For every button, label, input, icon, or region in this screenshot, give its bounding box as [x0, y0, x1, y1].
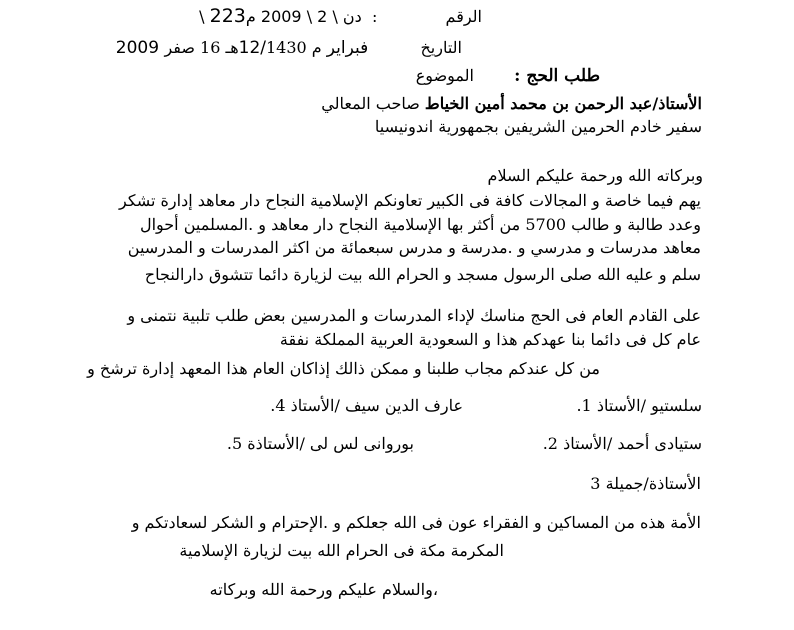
reference-value: \ دن \ 2 \ 2009 م223 : [199, 5, 378, 27]
candidate-number: 5. [226, 434, 243, 453]
body-line-6: عام كل فى دائما بنا عهدكم هذا و السعودية العربية المملكة نفقة [279, 330, 701, 349]
body-line-5: على القادم العام فى الحج مناسك لإداء المدرسات و المدرسين بعض طلب تلبية نتمنى و [127, 306, 701, 325]
subject-label: الموضوع [415, 66, 474, 85]
candidate-2 [543, 434, 702, 454]
candidate-1 [576, 396, 702, 416]
candidate-number: 4. [270, 396, 286, 415]
closing-line-2: المكرمة مكة فى الحرام الله بيت لزيارة الإسلامية [179, 541, 504, 560]
body-line-2: وعدد طالبة و طالب 5700 من أكثر بها الإسلامية النجاح دار معاهد و .المسلمين أحوال [139, 215, 701, 234]
recipient-position: سفير خادم الحرمين الشريفين بجمهورية اندونيسيا [374, 117, 702, 136]
recipient-title: صاحب المعالي [321, 94, 420, 113]
body-line-1: يهم فيما خاصة و المجالات كافة فى الكبير تعاونكم الإسلامية النجاح دار معاهد إدارة تشكر [119, 191, 701, 210]
candidate-5 [227, 434, 414, 454]
candidate-number: 1. [576, 396, 592, 415]
date-line [116, 38, 462, 58]
body-line-7: من كل عندكم مجاب طلبنا و ممكن ذالك إذاكان العام هذا المعهد إدارة ترشخ و [87, 359, 600, 378]
candidate-name: سلستيو /الأستاذ [596, 396, 702, 415]
reference-label: الرقم [445, 7, 482, 26]
closing-line-1: الأمة هذه من المساكين و الفقراء عون فى الله جعلكم و .الإحترام و الشكر لسعادتكم و [131, 513, 701, 532]
subject-line [416, 66, 600, 86]
greeting: وبركاته الله ورحمة عليكم السلام [487, 166, 703, 185]
body-line-4: سلم و عليه الله صلى الرسول مسجد و الحرام الله بيت لزيارة دائما تتشوق دارالنجاح [144, 265, 701, 284]
body-line-3: معاهد مدرسات و مدرسي و .مدرسة و مدرس سبعمائة من اكثر المدرسات و المدرسين [127, 238, 701, 257]
date-value: 2009 فبراير م 12/1430هـ 16 صفر [115, 38, 369, 58]
closing-salutation: ،والسلام عليكم ورحمة الله وبركاته [209, 580, 438, 599]
candidate-3 [590, 474, 701, 494]
date-label: التاريخ [420, 38, 462, 57]
candidate-name: بوروانى لس لى /الأستاذة [247, 434, 414, 453]
candidate-name: ستيادى أحمد /الأستاذ [563, 434, 702, 453]
candidate-name: عارف الدين سيف /الأستاذ [290, 396, 463, 415]
subject-value: طلب الحج : [514, 66, 600, 86]
recipient-line [321, 94, 702, 114]
candidate-number: 3 [590, 474, 601, 493]
recipient-name: الأستاذ/عبد الرحمن بن محمد أمين الخياط [424, 94, 702, 113]
candidate-name: الأستاذة/جميلة [605, 474, 701, 493]
candidate-number: 2. [542, 434, 558, 453]
reference-line [199, 6, 482, 27]
candidate-4 [270, 396, 463, 416]
